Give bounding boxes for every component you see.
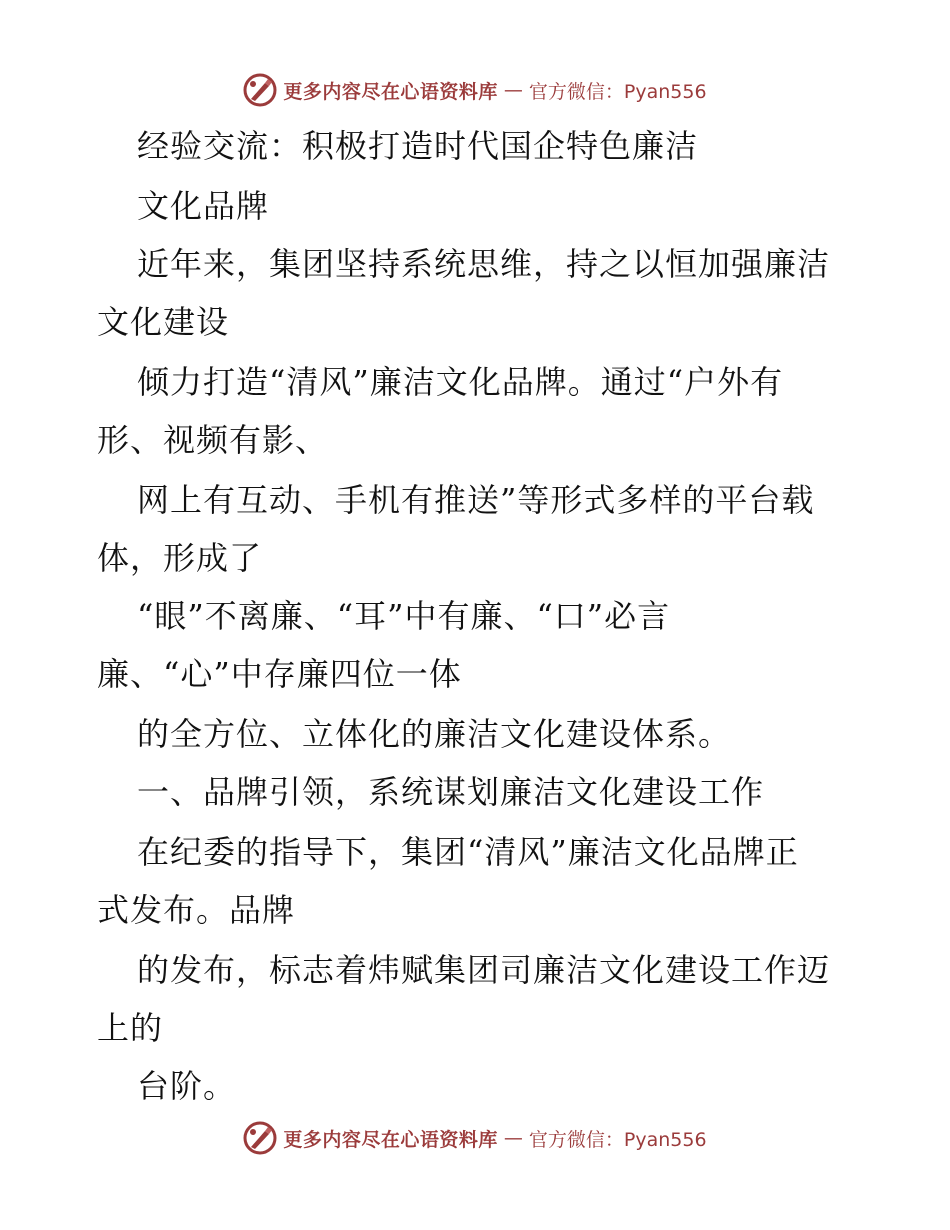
footer-banner (0, 1118, 950, 1158)
wechat-id-text: 官方微信：Pyan556 (528, 1128, 707, 1151)
paragraph-line: 台阶。 (137, 1067, 237, 1105)
paragraph-line: 倾力打造“清风”廉洁文化品牌。通过“户外有 (137, 363, 784, 401)
wechat-id-text: 官方微信：Pyan556 (528, 80, 707, 103)
banner-separator: — (503, 1127, 523, 1149)
banner-separator: — (503, 79, 523, 101)
paragraph-line: 近年来，集团坚持系统思维，持之以恒加强廉洁 (137, 245, 831, 283)
paragraph-line: “眼”不离廉、“耳”中有廉、“口”必言 (137, 597, 671, 635)
doc-title-line-1: 经验交流：积极打造时代国企特色廉洁 (137, 127, 699, 165)
paragraph-line: 式发布。品牌 (97, 891, 296, 929)
site-name-text: 更多内容尽在心语资料库 (283, 80, 498, 103)
doc-title-line-2: 文化品牌 (137, 187, 270, 225)
pen-logo-icon (243, 73, 277, 107)
paragraph-line: 的全方位、立体化的廉洁文化建设体系。 (137, 715, 732, 753)
paragraph-line: 上的 (97, 1009, 164, 1047)
site-name-text: 更多内容尽在心语资料库 (283, 1128, 498, 1151)
paragraph-line: 文化建设 (97, 303, 230, 341)
paragraph-line: 的发布，标志着炜赋集团司廉洁文化建设工作迈 (137, 951, 831, 989)
section-heading: 一、品牌引领，系统谋划廉洁文化建设工作 (137, 773, 765, 811)
paragraph-line: 廉、“心”中存廉四位一体 (97, 655, 462, 693)
paragraph-line: 形、视频有影、 (97, 421, 329, 459)
paragraph-line: 网上有互动、手机有推送”等形式多样的平台载 (137, 481, 815, 519)
pen-logo-icon (243, 1121, 277, 1155)
paragraph-line: 在纪委的指导下，集团“清风”廉洁文化品牌正 (137, 833, 799, 871)
header-banner (0, 70, 950, 110)
paragraph-line: 体，形成了 (97, 539, 263, 577)
